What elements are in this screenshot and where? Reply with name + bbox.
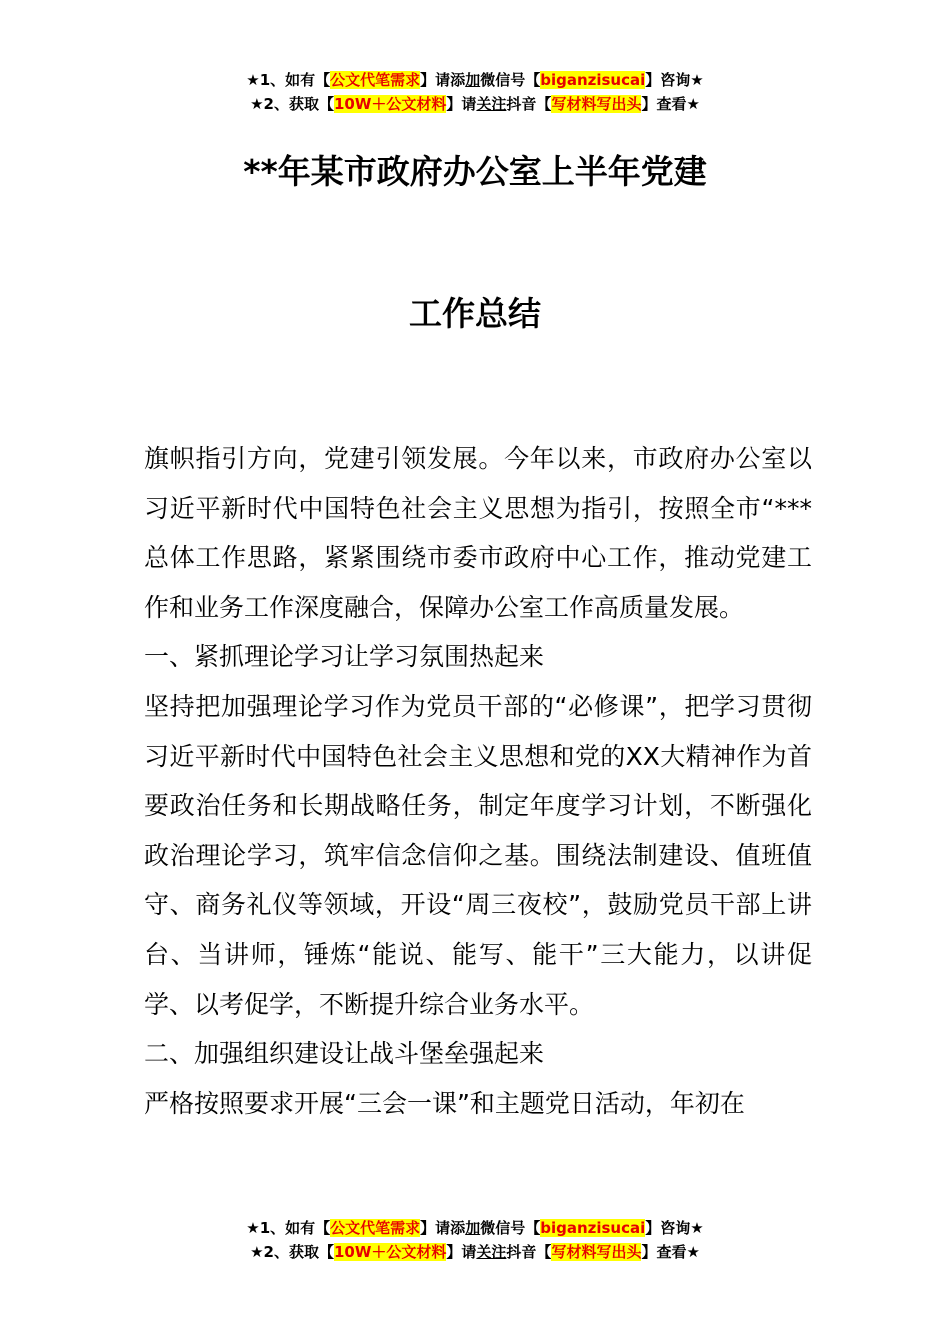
banner-highlight: biganzisucai <box>540 71 646 89</box>
banner-text: 】请 <box>446 1243 477 1261</box>
document-title-line-2: 工作总结 <box>409 294 541 333</box>
banner-highlight: 写材料写出头 <box>551 95 642 113</box>
section-heading-2: 二、加强组织建设让战斗堡垒强起来 <box>144 1039 545 1069</box>
banner-line-1 <box>0 68 950 92</box>
banner-text: ★2、获取【 <box>250 95 334 113</box>
banner-highlight: 写材料写出头 <box>551 1243 642 1261</box>
banner-highlight: 公文代笔需求 <box>330 1219 421 1237</box>
banner-text: ★2、获取【 <box>250 1243 334 1261</box>
body-paragraph-2: 严格按照要求开展“三会一课”和主题党日活动，年初在 <box>144 1088 745 1118</box>
banner-text: 】咨询★ <box>645 1219 704 1237</box>
banner-text: 】咨询★ <box>645 71 704 89</box>
banner-text: 抖音【 <box>506 95 552 113</box>
body-paragraph-intro: 旗帜指引方向，党建引领发展。今年以来，市政府办公室以习近平新时代中国特色社会主义思想为指引，按照全市“***总体工作思路，紧紧围绕市委市政府中心工作，推动党建工作和业务工作深度融合，保障办公室工作高质量发展。 <box>144 444 812 622</box>
banner-line-2 <box>0 92 950 116</box>
banner-text: 】请添 <box>420 71 466 89</box>
banner-highlight: biganzisucai <box>540 1219 646 1237</box>
banner-text: ★1、如有【 <box>246 71 331 89</box>
document-body <box>144 434 812 1128</box>
banner-highlight: 10W＋公文材料 <box>333 95 447 113</box>
banner-text: 】查看★ <box>641 95 700 113</box>
banner-underlined: 加 <box>465 1219 481 1237</box>
banner-underlined: 关注 <box>476 1243 507 1261</box>
banner-text: 】请 <box>446 95 477 113</box>
banner-text: 微信号【 <box>480 1219 541 1237</box>
document-title-line-1: **年某市政府办公室上半年党建 <box>243 152 707 191</box>
banner-line-1 <box>0 1216 950 1240</box>
banner-text: ★1、如有【 <box>246 1219 331 1237</box>
banner-text: 微信号【 <box>480 71 541 89</box>
footer-banner <box>0 1216 950 1264</box>
banner-line-2 <box>0 1240 950 1264</box>
header-banner <box>0 68 950 116</box>
banner-underlined: 关注 <box>476 95 507 113</box>
body-paragraph-1: 坚持把加强理论学习作为党员干部的“必修课”，把学习贯彻习近平新时代中国特色社会主义思想和党的XX大精神作为首要政治任务和长期战略任务，制定年度学习计划，不断强化政治理论学习，筑牢信念信仰之基。围绕法制建设、值班值守、商务礼仪等领域，开设“周三夜校”，鼓励党员干部上讲台、当讲师，锤炼“能说、能写、能干”三大能力，以讲促学、以考促学，不断提升综合业务水平。 <box>144 691 812 1019</box>
banner-text: 】查看★ <box>641 1243 700 1261</box>
section-heading-1: 一、紧抓理论学习让学习氛围热起来 <box>144 642 545 672</box>
banner-text: 】请添 <box>420 1219 466 1237</box>
banner-highlight: 公文代笔需求 <box>330 71 421 89</box>
banner-highlight: 10W＋公文材料 <box>333 1243 447 1261</box>
banner-underlined: 加 <box>465 71 481 89</box>
banner-text: 抖音【 <box>506 1243 552 1261</box>
